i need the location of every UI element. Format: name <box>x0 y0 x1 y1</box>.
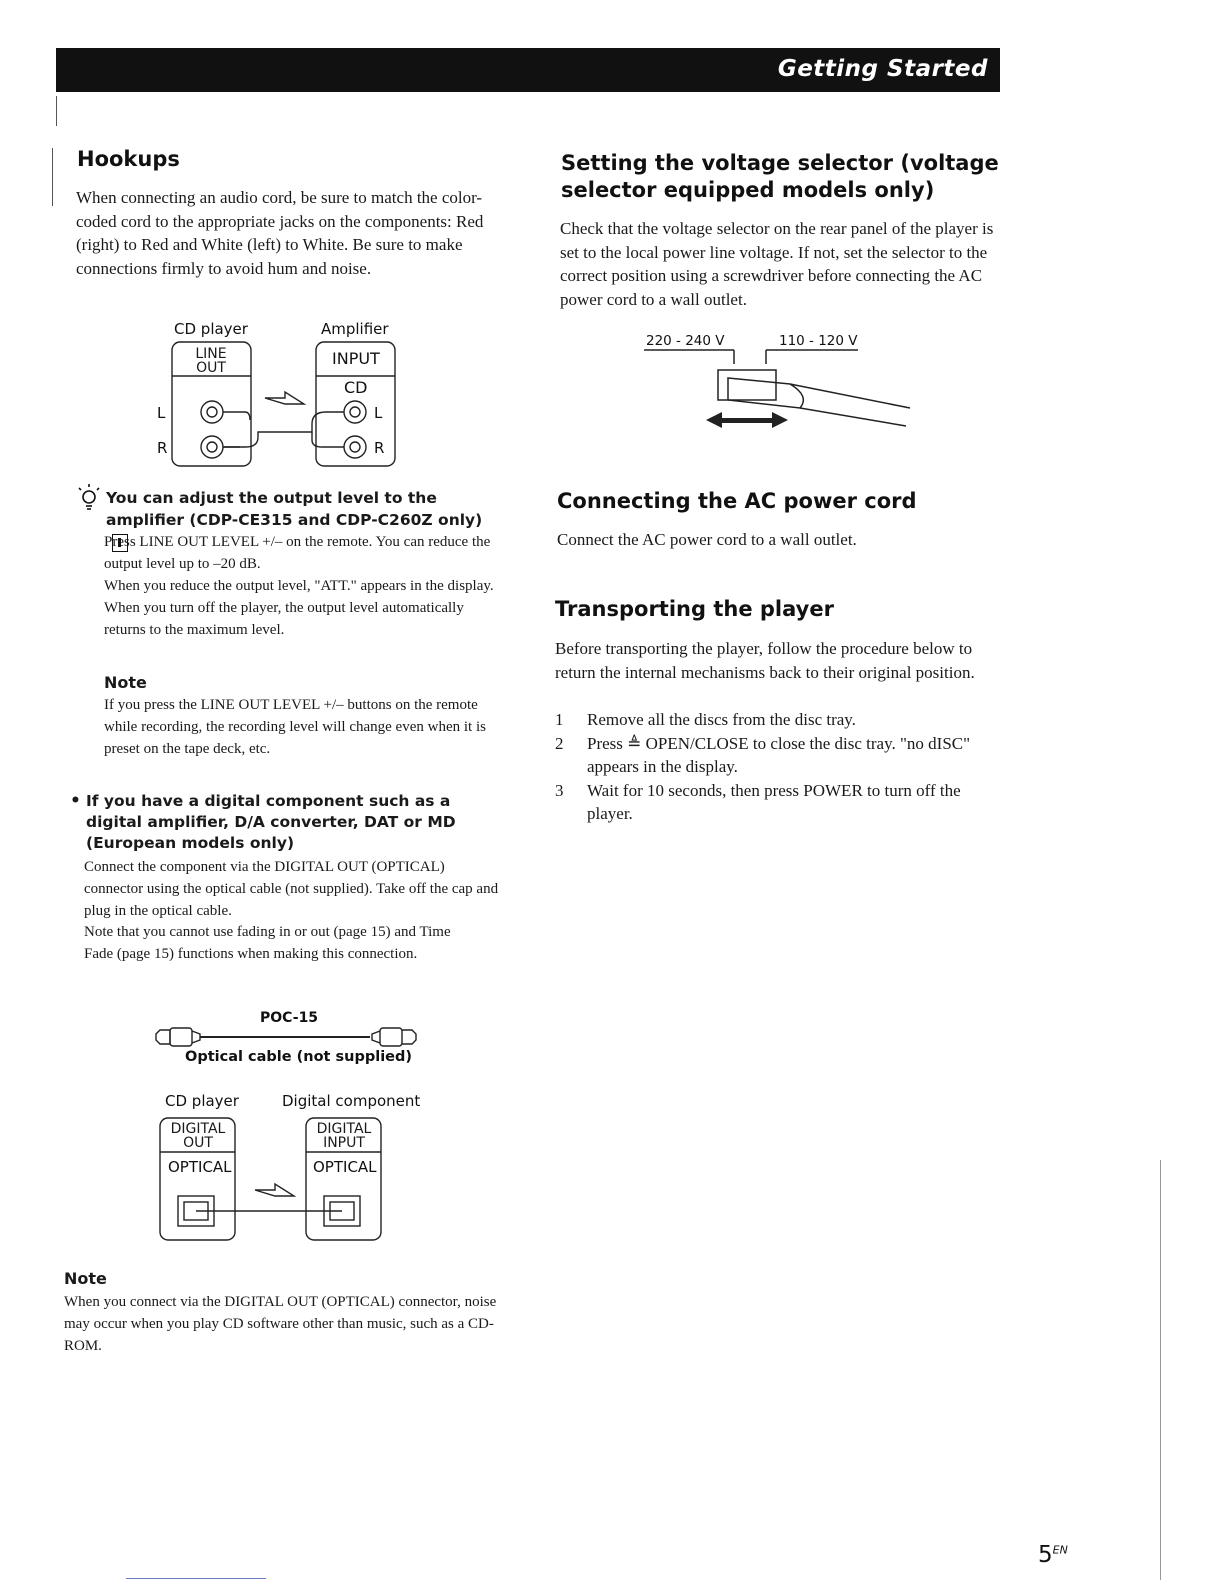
right-channel-label: R <box>374 439 385 457</box>
page-number <box>1038 1542 1068 1568</box>
amplifier-label: Amplifier <box>321 320 389 338</box>
page-suffix: EN <box>1052 1543 1068 1557</box>
list-item <box>555 732 990 779</box>
cd-player-label: CD player <box>174 320 248 338</box>
ac-text: Connect the AC power cord to a wall outlet. <box>557 530 857 549</box>
step-number: 2 <box>555 733 564 753</box>
transport-steps <box>555 708 990 826</box>
line-out-line1: LINE <box>195 346 227 362</box>
voltage-high-label: 220 - 240 V <box>646 333 725 349</box>
digital-out-line2: OUT <box>183 1135 213 1151</box>
ac-heading: Connecting the AC power cord <box>557 489 917 513</box>
step-text: Wait for 10 seconds, then press POWER to turn off the player. <box>587 780 961 823</box>
input-label: INPUT <box>332 349 380 368</box>
voltage-low-label: 110 - 120 V <box>779 333 858 349</box>
note1-text: If you press the LINE OUT LEVEL +/– buttons on the remote while recording, the recording level will change even when it is preset on the tape deck, etc. <box>104 697 486 757</box>
optical-cable-label: Optical cable (not supplied) <box>185 1049 413 1065</box>
tip-line: When you reduce the output level, "ATT." appears in the display. <box>104 578 494 594</box>
note2-text: When you connect via the DIGITAL OUT (OPTICAL) connector, noise may occur when you play CD software other than music, such as a CD-ROM. <box>64 1294 497 1354</box>
list-item <box>555 708 990 732</box>
digital-heading: If you have a digital component such as a digital amplifier, D/A converter, DAT or MD (European models only) <box>86 792 456 852</box>
step-number: 3 <box>555 780 564 800</box>
step-text: Press ≜ OPEN/CLOSE to close the disc tray. "no dISC" appears in the display. <box>587 733 971 776</box>
note1-heading: Note <box>104 673 147 692</box>
step-number: 1 <box>555 710 564 729</box>
tip-line: When you turn off the player, the output level automatically returns to the maximum level. <box>104 600 464 638</box>
line-out-line2: OUT <box>196 360 226 376</box>
digital-input-line2: INPUT <box>323 1135 365 1151</box>
page-number-digit: 5 <box>1038 1542 1053 1568</box>
digital-para2: Note that you cannot use fading in or out (page 15) and Time Fade (page 15) functions when making this connection. <box>84 924 451 962</box>
right-channel-label: R <box>157 439 168 457</box>
edge-rule <box>1160 1160 1161 1580</box>
tip-line: Press LINE OUT LEVEL +/– on the remote. You can reduce the output level up to –20 dB. <box>104 534 491 572</box>
voltage-text: Check that the voltage selector on the rear panel of the player is set to the local power line voltage. If not, set the selector to the correct position using a screwdriver before connecting the AC power cord to a wall outlet. <box>560 219 994 309</box>
cd-input-label: CD <box>344 378 368 397</box>
hookups-heading: Hookups <box>77 147 180 171</box>
voltage-heading-line1: Setting the voltage selector (voltage <box>561 151 999 175</box>
digital-out-line1: DIGITAL <box>170 1121 226 1137</box>
optical-in-label: OPTICAL <box>313 1158 377 1176</box>
section-title: Getting Started <box>777 56 988 82</box>
digital-input-line1: DIGITAL <box>316 1121 372 1137</box>
cd-player-label: CD player <box>165 1092 239 1110</box>
digital-component-label: Digital component <box>282 1092 421 1110</box>
left-channel-label: L <box>157 404 166 422</box>
list-item <box>555 779 990 826</box>
voltage-heading-line2: selector equipped models only) <box>561 178 935 202</box>
bullet-icon: • <box>70 791 81 811</box>
hookups-intro: When connecting an audio cord, be sure to match the color-coded cord to the appropriate jacks on the components: Red (right) to Red and White (left) to White. Be sure to make connections firmly to avoid hum and noise. <box>76 188 484 278</box>
transport-intro: Before transporting the player, follow the procedure below to return the internal mechanisms back to their original position. <box>555 639 975 682</box>
optical-out-label: OPTICAL <box>168 1158 232 1176</box>
transport-heading: Transporting the player <box>555 597 834 621</box>
footer-rule <box>126 1578 266 1579</box>
left-channel-label: L <box>374 404 383 422</box>
step-text: Remove all the discs from the disc tray. <box>587 710 856 729</box>
note2-heading: Note <box>64 1269 107 1288</box>
tip-title-text: You can adjust the output level to the amplifier (CDP-CE315 and CDP-C260Z only) <box>106 489 483 529</box>
digital-para1: Connect the component via the DIGITAL OUT (OPTICAL) connector using the optical cable (not supplied). Take off the cap and plug in the optical cable. <box>84 859 499 919</box>
poc-label: POC-15 <box>260 1010 319 1026</box>
